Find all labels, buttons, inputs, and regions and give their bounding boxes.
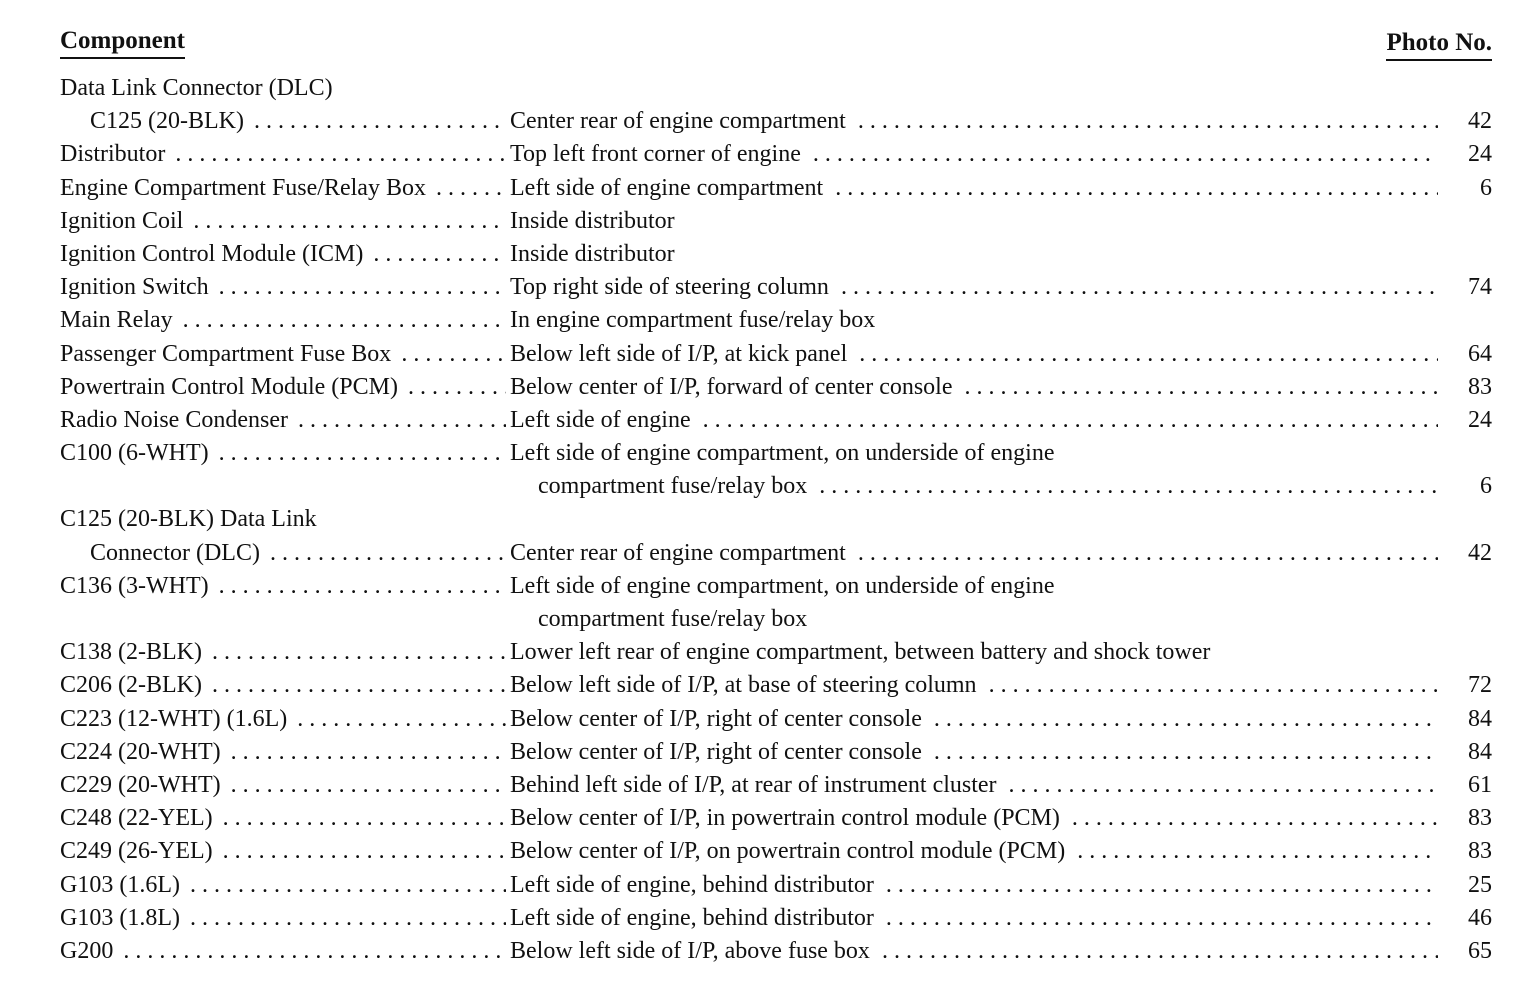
location-text: Below center of I/P, in powertrain control module (PCM) (510, 805, 1066, 831)
location-text: compartment fuse/relay box (538, 473, 813, 499)
component-name: G200 (60, 938, 117, 964)
location-cell (510, 205, 1438, 238)
photo-number: 83 (1468, 805, 1492, 832)
component-name-cell (60, 304, 506, 337)
location-cell (510, 669, 1438, 702)
component-name: Connector (DLC) (60, 540, 264, 566)
table-row (60, 72, 1492, 105)
component-name: Distributor (60, 141, 169, 167)
photo-number: 24 (1468, 406, 1492, 433)
component-location-table (60, 72, 1492, 968)
location-text: Below center of I/P, right of center console (510, 706, 928, 732)
photo-number: 72 (1468, 672, 1492, 699)
location-cell (510, 172, 1438, 205)
location-text: Inside distributor (510, 241, 681, 267)
table-row (60, 935, 1492, 968)
component-name: C223 (12-WHT) (1.6L) (60, 706, 291, 732)
component-name-cell (60, 105, 506, 138)
photo-number: 24 (1468, 141, 1492, 168)
component-name-cell (60, 769, 506, 802)
photo-number: 74 (1468, 274, 1492, 301)
table-header (60, 26, 1492, 66)
location-text: Below left side of I/P, at kick panel (510, 341, 853, 367)
component-name-cell (60, 935, 506, 968)
component-name-cell (60, 669, 506, 702)
photo-number: 61 (1468, 771, 1492, 798)
table-row (60, 205, 1492, 238)
component-name: C125 (20-BLK) Data Link (60, 506, 317, 533)
photo-number: 84 (1468, 738, 1492, 765)
location-text: Left side of engine compartment, on underside of engine (510, 440, 1061, 466)
component-name: G103 (1.6L) (60, 872, 184, 898)
photo-number: 84 (1468, 705, 1492, 732)
location-cell (510, 835, 1438, 868)
component-name-cell (60, 271, 506, 304)
component-name: Engine Compartment Fuse/Relay Box (60, 175, 430, 201)
location-text: Top right side of steering column (510, 274, 835, 300)
component-column-header: Component (60, 26, 185, 59)
table-row (60, 503, 1492, 536)
component-name-cell (60, 537, 506, 570)
component-name: C138 (2-BLK) (60, 639, 206, 665)
photo-number: 46 (1468, 904, 1492, 931)
component-name: C136 (3-WHT) (60, 573, 213, 599)
location-text: Center rear of engine compartment (510, 540, 852, 566)
component-name-cell (60, 902, 506, 935)
location-text: Left side of engine compartment, on underside of engine (510, 573, 1061, 599)
component-name-cell (60, 636, 506, 669)
location-cell (510, 902, 1438, 935)
location-cell (510, 570, 1438, 603)
location-cell (510, 138, 1438, 171)
component-name: C100 (6-WHT) (60, 440, 213, 466)
component-name-cell (60, 437, 506, 470)
location-cell (510, 537, 1438, 570)
component-name: Ignition Control Module (ICM) (60, 241, 367, 267)
photo-number: 65 (1468, 937, 1492, 964)
table-row (60, 636, 1492, 669)
location-cell (510, 802, 1438, 835)
component-name-cell (60, 570, 506, 603)
component-name: C224 (20-WHT) (60, 739, 225, 765)
component-name-cell (60, 835, 506, 868)
component-name-cell (60, 138, 506, 171)
table-row (60, 371, 1492, 404)
location-text: Left side of engine compartment (510, 175, 829, 201)
component-name-cell (60, 338, 506, 371)
location-cell (510, 736, 1438, 769)
table-row (60, 437, 1492, 470)
location-text: Below left side of I/P, at base of steering column (510, 672, 983, 698)
table-row (60, 902, 1492, 935)
table-row (60, 138, 1492, 171)
location-text: Below center of I/P, right of center console (510, 739, 928, 765)
location-cell (510, 338, 1438, 371)
component-name-cell (60, 238, 506, 271)
table-row (60, 703, 1492, 736)
location-text: Inside distributor (510, 208, 681, 234)
location-cell-continued (538, 603, 1438, 636)
location-text: Below center of I/P, forward of center console (510, 374, 959, 400)
component-name-cell (60, 736, 506, 769)
component-name: Ignition Coil (60, 208, 187, 234)
location-text: compartment fuse/relay box (538, 606, 813, 632)
photo-number: 42 (1468, 108, 1492, 135)
photo-number: 64 (1468, 340, 1492, 367)
location-text: Center rear of engine compartment (510, 108, 852, 134)
table-row (60, 570, 1492, 603)
component-name: C249 (26-YEL) (60, 838, 217, 864)
table-row (60, 537, 1492, 570)
component-name: C206 (2-BLK) (60, 672, 206, 698)
location-cell (510, 404, 1438, 437)
location-text: Behind left side of I/P, at rear of instrument cluster (510, 772, 1003, 798)
component-name: G103 (1.8L) (60, 905, 184, 931)
table-row (60, 736, 1492, 769)
table-row (60, 869, 1492, 902)
table-row (60, 105, 1492, 138)
location-text: Left side of engine, behind distributor (510, 872, 880, 898)
table-row (60, 835, 1492, 868)
location-cell (510, 636, 1438, 669)
table-row (60, 338, 1492, 371)
location-cell (510, 769, 1438, 802)
component-name: C248 (22-YEL) (60, 805, 217, 831)
location-text: Left side of engine (510, 407, 697, 433)
photo-number: 6 (1480, 174, 1492, 201)
table-row (60, 470, 1492, 503)
component-name: Ignition Switch (60, 274, 213, 300)
location-cell (510, 703, 1438, 736)
location-cell (510, 869, 1438, 902)
component-name-cell (60, 703, 506, 736)
location-text: Below left side of I/P, above fuse box (510, 938, 876, 964)
component-name-cell (60, 371, 506, 404)
table-row (60, 404, 1492, 437)
photo-number: 42 (1468, 539, 1492, 566)
location-cell (510, 105, 1438, 138)
table-row (60, 669, 1492, 702)
location-cell (510, 371, 1438, 404)
component-name: Powertrain Control Module (PCM) (60, 374, 402, 400)
table-row (60, 802, 1492, 835)
component-name: Passenger Compartment Fuse Box (60, 341, 395, 367)
photo-number: 6 (1480, 473, 1492, 500)
location-cell (510, 238, 1438, 271)
location-text: Left side of engine, behind distributor (510, 905, 880, 931)
photo-number: 25 (1468, 871, 1492, 898)
location-cell (510, 935, 1438, 968)
table-row (60, 172, 1492, 205)
component-name: C229 (20-WHT) (60, 772, 225, 798)
photo-number: 83 (1468, 838, 1492, 865)
location-text: Lower left rear of engine compartment, between battery and shock tower (510, 639, 1216, 665)
location-text: In engine compartment fuse/relay box (510, 307, 881, 333)
table-row (60, 603, 1492, 636)
photo-number-column-header: Photo No. (1386, 28, 1492, 61)
table-row (60, 769, 1492, 802)
component-name-cell (60, 869, 506, 902)
component-name-cell (60, 802, 506, 835)
component-name: Main Relay (60, 307, 177, 333)
photo-number: 83 (1468, 373, 1492, 400)
component-name: Data Link Connector (DLC) (60, 75, 333, 101)
component-name-cell (60, 205, 506, 238)
component-name-cell (60, 404, 506, 437)
location-cell (510, 437, 1438, 470)
component-name-cell (60, 172, 506, 205)
location-cell (510, 304, 1438, 337)
location-text: Top left front corner of engine (510, 141, 807, 167)
table-row (60, 271, 1492, 304)
component-name: C125 (20-BLK) (60, 108, 248, 134)
table-row (60, 304, 1492, 337)
location-cell (510, 271, 1438, 304)
location-cell-continued (538, 470, 1438, 503)
component-name: Radio Noise Condenser (60, 407, 292, 433)
table-row (60, 238, 1492, 271)
location-text: Below center of I/P, on powertrain control module (PCM) (510, 838, 1071, 864)
